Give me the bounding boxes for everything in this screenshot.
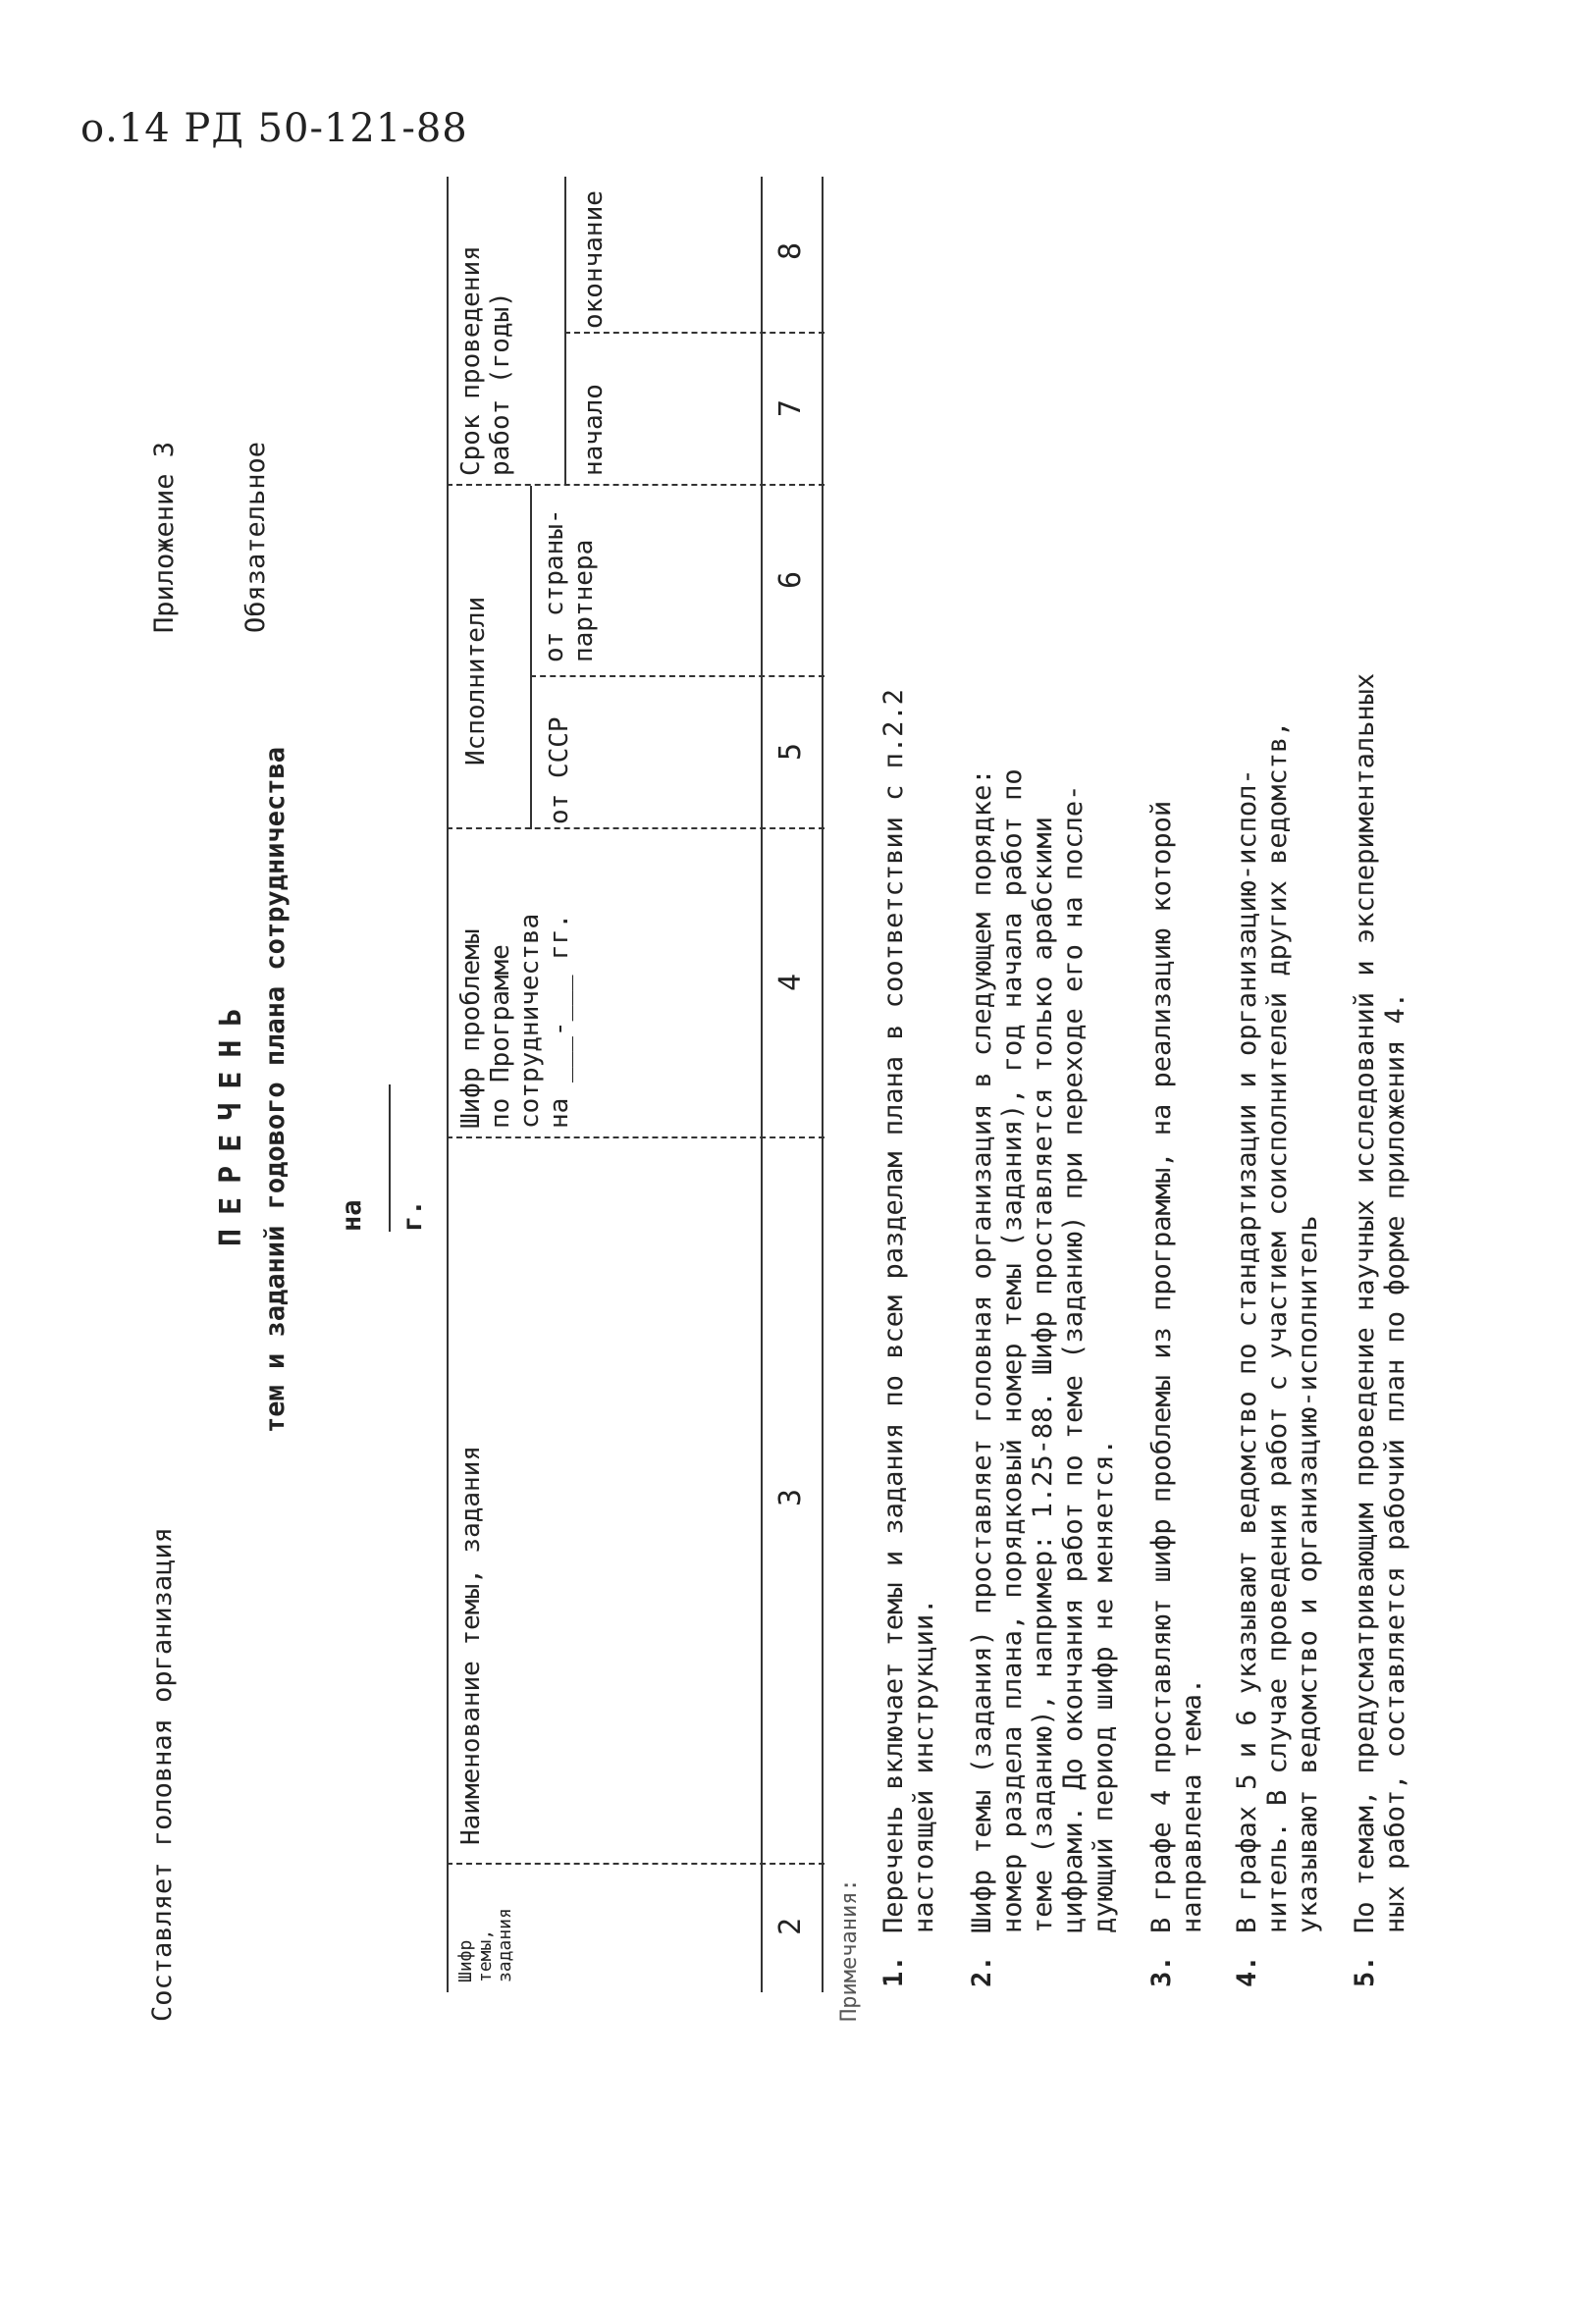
appendix-line1: Приложение 3: [149, 441, 180, 633]
col-sep-6: [564, 332, 824, 334]
header-end: окончание: [579, 190, 609, 329]
note-text: По темам, предусматривающим проведение научных исследований и экспериментальных ных работ, составляется рабочий план по форме приложения 4.: [1350, 672, 1410, 1933]
compiler-note: Составляет головная организация: [147, 1527, 178, 2022]
note-number: 4.: [1232, 1955, 1262, 1987]
table-top-border: [447, 177, 449, 1992]
col-number-7: 7: [773, 398, 808, 417]
note-number: 2.: [967, 1955, 997, 1987]
note-text: Шифр темы (задания) проставляет головная организация в следующем порядке: номер раздела плана, порядковый номер темы (задания), год начала работ по теме (заданию), например: 1.25-88. Шифр проставляется только арабскими цифрами. До окончания работ по теме (заданию) при переходе его на после- дующий период шифр не меняется.: [967, 768, 1119, 1933]
note-text: Перечень включает темы и задания по всем разделам плана в соответствии с п.2.2 настоящей инструкции.: [878, 689, 939, 1933]
note-5: [1350, 10, 1410, 1987]
col-number-6: 6: [773, 570, 808, 589]
table-header-border: [761, 177, 763, 1992]
note-number: 5.: [1350, 1955, 1380, 1987]
note-1: [878, 10, 939, 1987]
page-subtitle: тем и заданий годового плана сотрудничества: [260, 747, 291, 1433]
note-3: [1146, 10, 1207, 1987]
notes-label: Примечания:: [837, 1878, 862, 2022]
note-number: 3.: [1146, 1955, 1177, 1987]
plan-table: [447, 177, 824, 1992]
col-number-5: 5: [773, 742, 808, 761]
col-sep-5: [447, 484, 824, 486]
header-term: Срок проведения работ (годы): [456, 245, 515, 476]
note-4: [1232, 10, 1323, 1987]
appendix-label: [88, 442, 332, 633]
document-code: о.14 РД 50-121-88: [80, 106, 468, 151]
appendix-line2: Обязательное: [240, 441, 271, 633]
header-start: начало: [579, 384, 609, 476]
header-executors: Исполнители: [461, 596, 491, 766]
note-text: В графах 5 и 6 указывают ведомство по стандартизации и организацию-испол- нитель. В случае проведения работ с участием соисполнителей других ведомств, указывают ведомство и организацию-исполнитель: [1232, 720, 1323, 1933]
col-number-8: 8: [773, 241, 808, 260]
note-number: 1.: [878, 1955, 909, 1987]
header-ussr: от СССР: [545, 716, 574, 824]
col-sep-3: [447, 827, 824, 829]
plan-year-line: [306, 1084, 458, 1295]
year-suffix: г.: [398, 1199, 428, 1232]
col-number-4: 4: [773, 973, 808, 991]
on-prefix: на: [337, 1199, 367, 1232]
page-title: ПЕРЕЧЕНЬ: [214, 994, 248, 1246]
table-number-border: [822, 177, 824, 1992]
col-number-2: 2: [773, 1917, 808, 1935]
executors-divider: [530, 486, 532, 829]
col-number-3: 3: [773, 1488, 808, 1506]
col-sep-2: [447, 1136, 824, 1138]
header-partner: от страны- партнера: [540, 508, 599, 662]
note-2: [967, 10, 1119, 1987]
header-name: Наименование темы, задания: [456, 1446, 486, 1845]
note-text: В графе 4 проставляют шифр проблемы из программы, на реализацию которой направлена тема.: [1146, 800, 1207, 1933]
year-blank: [367, 1084, 391, 1232]
col-sep-4: [530, 675, 824, 677]
rotated-page: [59, 0, 1472, 2041]
header-problem-code: Шифр проблемы по Программе сотрудничества на ___-___ гг.: [456, 913, 574, 1129]
col-sep-1: [447, 1863, 824, 1865]
header-code: Шифр темы, задания: [455, 1908, 515, 1982]
